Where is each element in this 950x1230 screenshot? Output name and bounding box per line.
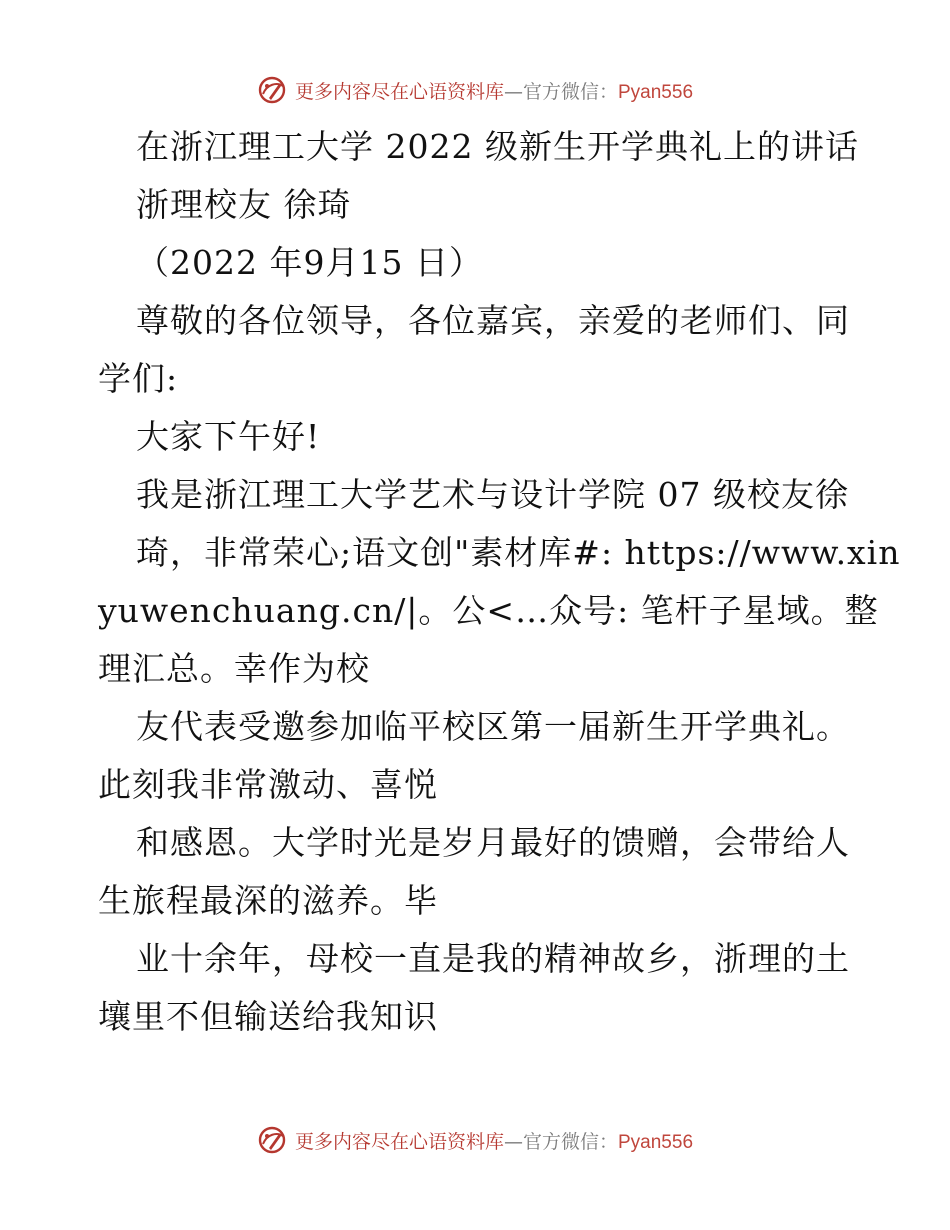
header-banner-dash: —	[503, 80, 523, 103]
header-banner-wechat-id: Pyan556	[618, 81, 694, 103]
body-line: 大家下午好!	[136, 417, 321, 456]
footer-banner-dash: —	[503, 1130, 523, 1153]
document-body	[98, 118, 901, 1046]
body-line: yuwenchuang.cn/|。公<…众号: 笔杆子星域。整	[98, 591, 879, 630]
footer-banner-wechat-id: Pyan556	[618, 1131, 694, 1153]
body-line: 生旅程最深的滋养。毕	[98, 881, 438, 920]
body-line: 理汇总。幸作为校	[98, 649, 370, 688]
header-banner	[0, 70, 950, 110]
body-line: 琦，非常荣心;语文创"素材库#: https://www.xin	[136, 533, 901, 572]
footer-banner-main: 更多内容尽在心语资料库	[294, 1130, 504, 1153]
speaker-line: 浙理校友 徐琦	[136, 185, 352, 224]
footer-banner-wechat-label: 官方微信：	[522, 1130, 618, 1153]
body-line: 壤里不但输送给我知识	[98, 997, 438, 1036]
header-banner-wechat-label: 官方微信：	[522, 80, 618, 103]
body-line: 学们:	[98, 359, 179, 398]
body-line: 业十余年，母校一直是我的精神故乡，浙理的土	[136, 939, 850, 978]
footer-banner-text	[295, 1127, 693, 1154]
swirl-pen-logo-icon	[257, 1124, 289, 1156]
swirl-pen-logo-icon	[257, 74, 289, 106]
header-banner-text	[295, 77, 693, 104]
header-banner-main: 更多内容尽在心语资料库	[294, 80, 504, 103]
body-line: 和感恩。大学时光是岁月最好的馈赠，会带给人	[136, 823, 850, 862]
date-line: （2022 年9月15 日）	[136, 243, 483, 282]
speech-title: 在浙江理工大学 2022 级新生开学典礼上的讲话	[136, 127, 859, 166]
body-line: 我是浙江理工大学艺术与设计学院 07 级校友徐	[136, 475, 849, 514]
footer-banner	[0, 1120, 950, 1160]
body-line: 友代表受邀参加临平校区第一届新生开学典礼。	[136, 707, 850, 746]
body-line: 此刻我非常激动、喜悦	[98, 765, 438, 804]
body-line: 尊敬的各位领导，各位嘉宾，亲爱的老师们、同	[136, 301, 850, 340]
